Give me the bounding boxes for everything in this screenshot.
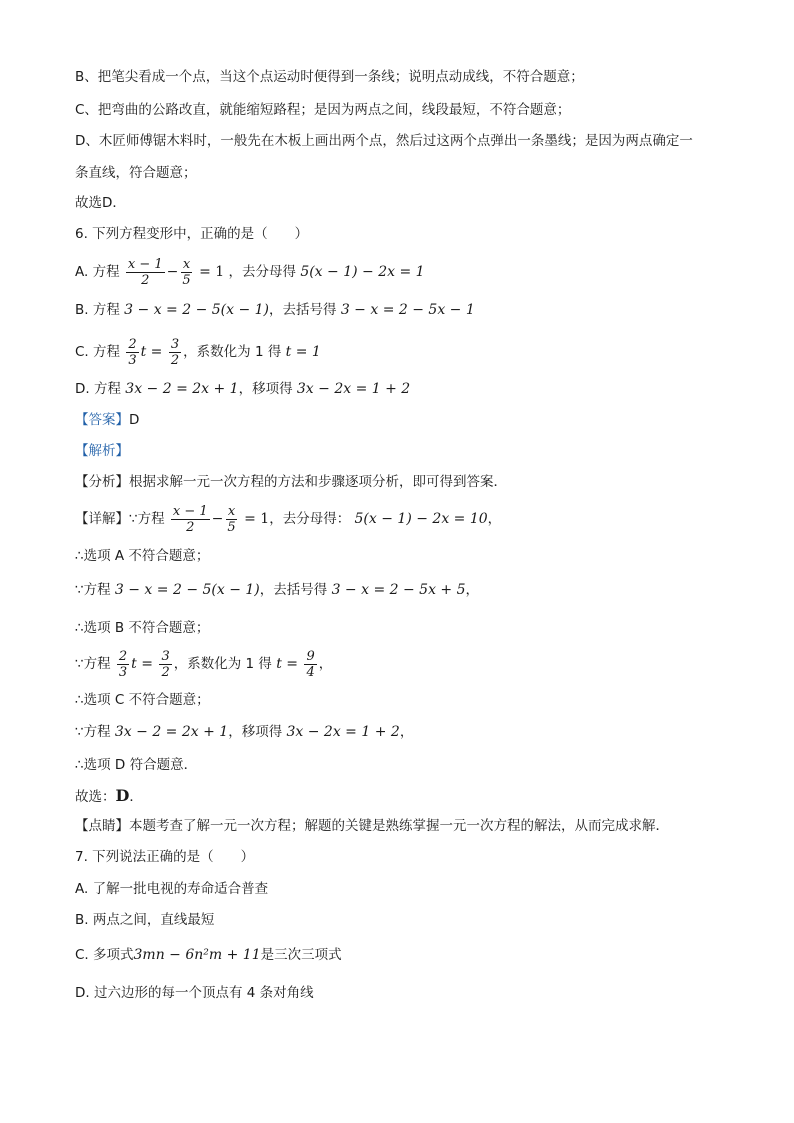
q6-stem: 6. 下列方程变形中，正确的是（ ） [75,226,309,242]
choose-line: 故选：D． [75,786,143,805]
q7-option-b: B. 两点之间，直线最短 [75,912,215,928]
option-c-explanation: C、把弯曲的公路改直，就能缩短路程；是因为两点之间，线段最短，不符合题意； [75,102,571,118]
q6-option-b: B. 方程 3 − x = 2 − 5(x − 1)，去括号得 3 − x = 2 − 5x − 1 [75,302,475,318]
q7-stem: 7. 下列说法正确的是（ ） [75,849,255,865]
answer-value: D [129,412,140,428]
fraction-x-minus-1-over-2: $\frac{x - 1}{2}$ [127,256,163,288]
because-d-line: ∵方程 3x − 2 = 2x + 1，移项得 3x − 2x = 1 + 2， [75,724,414,740]
option-b-explanation: B、把笔尖看成一个点，当这个点运动时便得到一条线；说明点动成线，不符合题意； [75,69,584,85]
ok-d-line: ∴选项 D 符合题意． [75,757,198,773]
option-d-explanation-line2: 条直线，符合题意； [75,165,197,181]
q6-option-a: A. 方程 $\frac{x - 1}{2}$ − $\frac{x}{5}$ = 1 ，去分母得 5(x − 1) − 2x = 1 [75,256,425,288]
not-b-line: ∴选项 B 不符合题意； [75,620,210,636]
q6-option-d: D. 方程 3x − 2 = 2x + 1，移项得 3x − 2x = 1 + 2 [75,381,411,397]
xiangjie-line: 【详解】∵方程 $\frac{x - 1}{2}$ − $\frac{x}{5}$ = 1，去分母得： 5(x − 1) − 2x = 10， [75,503,502,535]
not-a-line: ∴选项 A 不符合题意； [75,548,210,564]
fraction-x-over-5: $\frac{x}{5}$ [182,256,191,288]
answer-line [75,410,139,430]
fenxi-line: 【分析】根据求解一元一次方程的方法和步骤逐项分析，即可得到答案． [75,474,507,490]
because-b-line: ∵方程 3 − x = 2 − 5(x − 1)，去括号得 3 − x = 2 − 5x + 5， [75,582,480,598]
answer-tag: 【答案】 [75,412,129,428]
a-result-equation: 5(x − 1) − 2x = 1 [300,264,425,280]
q7-option-a: A. 了解一批电视的寿命适合普查 [75,881,269,897]
q5-conclusion: 故选D． [75,195,126,211]
q6-option-c: C. 方程 $\frac{2}{3}$ t = $\frac{3}{2}$ ，系数化为 1 得 t = 1 [75,336,321,368]
not-c-line: ∴选项 C 不符合题意； [75,692,210,708]
analysis-tag: 【解析】 [75,443,129,459]
q7-option-d: D. 过六边形的每一个顶点有 4 条对角线 [75,985,314,1001]
option-d-explanation-line1: D、木匠师傅锯木料时，一般先在木板上画出两个点，然后过这两个点弹出一条墨线；是因为两点确定一 [75,133,693,149]
dianjing-line: 【点睛】本题考查了解一元一次方程；解题的关键是熟练掌握一元一次方程的解法，从而完成求解． [75,818,669,834]
because-c-line: ∵方程 $\frac{2}{3}$ t = $\frac{3}{2}$ ，系数化为 1 得 t = $\frac{9}{4}$ ， [75,648,333,680]
q7-option-c: C. 多项式3mn − 6n²m + 11是三次三项式 [75,947,342,963]
